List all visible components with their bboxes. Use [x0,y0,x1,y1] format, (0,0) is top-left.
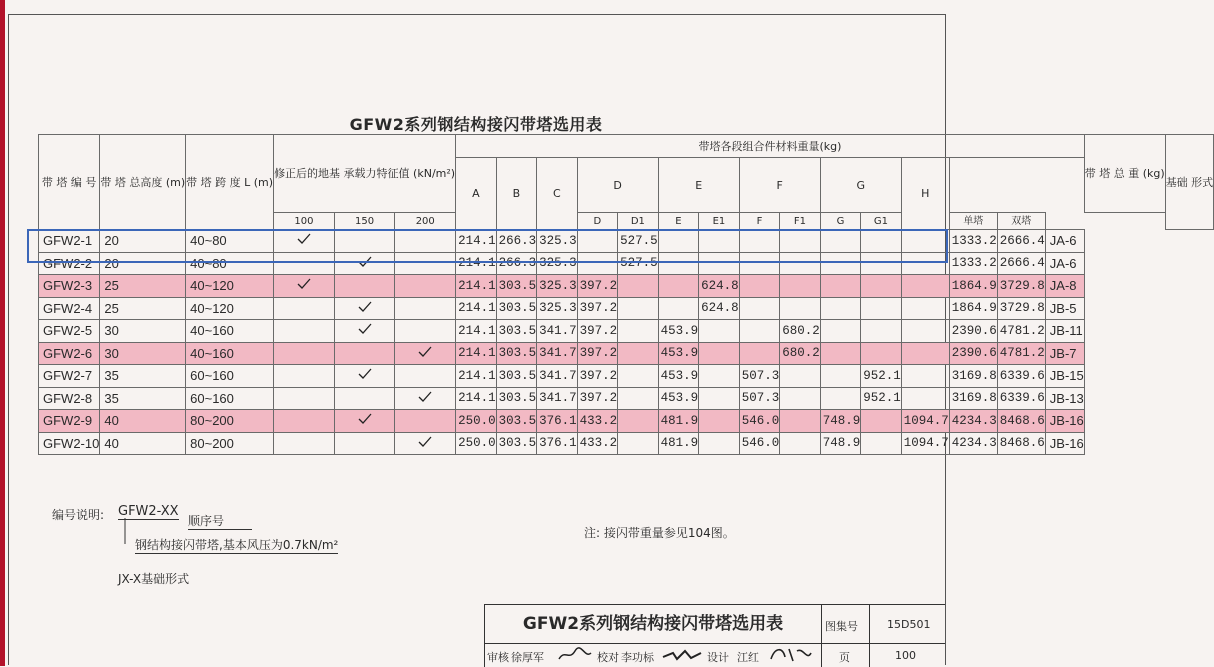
legend-seq: 顺序号 [188,512,252,530]
cell-e1: 624.8 [699,297,740,320]
cell-d: 397.2 [577,320,618,343]
legend-foundation: JX-X基础形式 [118,572,190,586]
cell-b: 303.5 [496,432,537,455]
cell-single: 1333.2 [949,230,997,253]
designer-name: 江红 [737,651,759,664]
left-binding-strip [0,0,5,666]
cell-h: 25 [100,297,186,320]
cell-a: 214.1 [456,365,497,388]
cell-a: 250.0 [456,410,497,433]
header-seg-a: A [456,158,497,230]
check-mark [334,320,395,343]
table-title: GFW2系列钢结构接闪带塔选用表 [349,115,603,134]
title-block-title: GFW2系列钢结构接闪带塔选用表 [522,614,784,634]
table-row [39,275,1214,298]
checker-name: 李功标 [621,651,654,664]
cell-h [901,342,949,365]
cell-h: 1094.7 [901,432,949,455]
cell-l: 40~80 [186,252,274,275]
cell-l: 40~80 [186,230,274,253]
cell-b: 266.3 [496,252,537,275]
cell-a: 214.1 [456,297,497,320]
cell-g [820,342,861,365]
cell-c200 [395,275,456,298]
header-sub-f: F [739,213,780,230]
cell-id: GFW2-3 [39,275,100,298]
cell-g [820,387,861,410]
header-sub-d1: D1 [618,213,659,230]
reviewer-name: 徐厚军 [511,651,544,664]
cell-double: 2666.4 [997,230,1045,253]
review-label: 审核 [487,651,509,664]
selection-table [38,134,1214,455]
cell-e1 [699,342,740,365]
cell-g [820,365,861,388]
cell-h [901,365,949,388]
check-mark [334,297,395,320]
table-row [39,320,1214,343]
cell-c: 325.3 [537,275,578,298]
cell-l: 60~160 [186,387,274,410]
cell-c: 341.7 [537,365,578,388]
cell-e1: 624.8 [699,275,740,298]
cell-c150 [334,432,395,455]
cell-c100 [274,297,335,320]
cell-h: 1094.7 [901,410,949,433]
checker-signature [661,645,705,665]
header-double: 双塔 [997,213,1045,230]
cell-c: 325.3 [537,252,578,275]
cell-h: 40 [100,410,186,433]
cell-single: 1864.9 [949,297,997,320]
cell-h: 30 [100,320,186,343]
header-sub-g: G [820,213,861,230]
cell-d: 397.2 [577,297,618,320]
header-sub-e: E [658,213,699,230]
cell-found: JA-6 [1045,252,1084,275]
cell-g1: 952.1 [861,365,902,388]
cell-l: 40~120 [186,297,274,320]
designer-signature [767,643,815,665]
cell-f: 507.3 [739,387,780,410]
cell-f1: 680.2 [780,320,821,343]
cell-e: 453.9 [658,387,699,410]
cell-e: 481.9 [658,432,699,455]
cell-g [820,275,861,298]
header-seg-h: H [901,158,949,230]
cell-d1 [618,365,659,388]
cell-c: 376.1 [537,432,578,455]
cell-e [658,297,699,320]
cell-f [739,320,780,343]
table-row [39,387,1214,410]
cell-g1 [861,320,902,343]
cell-d1 [618,387,659,410]
cell-found: JB-7 [1045,342,1084,365]
atlas-label: 图集号 [825,620,858,633]
check-mark [395,432,456,455]
cell-c: 341.7 [537,342,578,365]
cell-d1 [618,432,659,455]
cell-e: 453.9 [658,320,699,343]
legend-bracket [122,518,138,548]
header-sub-d: D [577,213,618,230]
cell-f1 [780,275,821,298]
cell-c100 [274,365,335,388]
cell-d1 [618,275,659,298]
cell-e: 481.9 [658,410,699,433]
cell-e1 [699,387,740,410]
cell-b: 303.5 [496,365,537,388]
cell-e1 [699,410,740,433]
check-mark [395,387,456,410]
cell-a: 214.1 [456,230,497,253]
cell-g1 [861,410,902,433]
cell-e [658,275,699,298]
cell-d: 397.2 [577,387,618,410]
cell-found: JB-15 [1045,365,1084,388]
cell-id: GFW2-6 [39,342,100,365]
cell-double: 2666.4 [997,252,1045,275]
cell-h: 35 [100,387,186,410]
header-bearing: 修正后的地基 承载力特征值 (kN/m²) [274,135,456,213]
cell-single: 1333.2 [949,252,997,275]
cell-c200 [395,297,456,320]
cell-double: 3729.8 [997,275,1045,298]
cell-f: 546.0 [739,410,780,433]
header-seg-d: D [577,158,658,213]
cell-d: 397.2 [577,342,618,365]
cell-e1 [699,432,740,455]
check-mark [334,365,395,388]
cell-c150 [334,342,395,365]
design-label: 设计 [707,651,729,664]
cell-f1: 680.2 [780,342,821,365]
cell-f [739,275,780,298]
legend-label: 编号说明: [52,508,105,522]
cell-single: 3169.8 [949,387,997,410]
table-row [39,410,1214,433]
cell-l: 40~160 [186,342,274,365]
cell-g: 748.9 [820,432,861,455]
header-sub-f1: F1 [780,213,821,230]
cell-a: 214.1 [456,387,497,410]
cell-d: 397.2 [577,365,618,388]
table-row [39,432,1214,455]
cell-id: GFW2-10 [39,432,100,455]
cell-c: 325.3 [537,297,578,320]
cell-g [820,297,861,320]
cell-h [901,320,949,343]
cell-a: 214.1 [456,275,497,298]
cell-found: JB-16 [1045,432,1084,455]
cell-single: 2390.6 [949,320,997,343]
header-bearing-150: 150 [334,213,395,230]
check-mark [334,410,395,433]
header-foundation: 基础 形式 [1165,135,1214,230]
cell-found: JA-8 [1045,275,1084,298]
cell-single: 3169.8 [949,365,997,388]
cell-a: 214.1 [456,320,497,343]
cell-g1 [861,432,902,455]
header-code: 带 塔 编 号 [39,135,100,230]
cell-h [901,387,949,410]
cell-c: 325.3 [537,230,578,253]
cell-l: 60~160 [186,365,274,388]
cell-id: GFW2-7 [39,365,100,388]
cell-c100 [274,320,335,343]
cell-h: 40 [100,432,186,455]
cell-h: 20 [100,252,186,275]
header-seg-c: C [537,158,578,230]
header-seg-b: B [496,158,537,230]
cell-c: 341.7 [537,320,578,343]
cell-e: 453.9 [658,342,699,365]
cell-e1 [699,320,740,343]
selection-highlight-box [27,229,948,263]
cell-h: 30 [100,342,186,365]
cell-double: 6339.6 [997,387,1045,410]
header-height: 带 塔 总高度 (m) [100,135,186,230]
header-bearing-200: 200 [395,213,456,230]
header-materials: 带塔各段组合件材料重量(kg) [456,135,1085,158]
cell-c: 376.1 [537,410,578,433]
cell-d1 [618,320,659,343]
cell-b: 266.3 [496,230,537,253]
cell-single: 2390.6 [949,342,997,365]
header-total-weight: 带 塔 总 重 (kg) [1084,135,1165,213]
cell-l: 40~120 [186,275,274,298]
cell-l: 40~160 [186,320,274,343]
header-bearing-100: 100 [274,213,335,230]
cell-e: 453.9 [658,365,699,388]
cell-a: 214.1 [456,342,497,365]
cell-l: 80~200 [186,410,274,433]
cell-c200 [395,410,456,433]
cell-found: JB-11 [1045,320,1084,343]
check-mark [274,275,335,298]
cell-c100 [274,342,335,365]
legend-desc: 钢结构接闪带塔,基本风压为0.7kN/m² [135,538,339,552]
legend-code: GFW2-XX [118,504,179,519]
cell-c200 [395,365,456,388]
cell-h: 35 [100,365,186,388]
cell-double: 3729.8 [997,297,1045,320]
cell-l: 80~200 [186,432,274,455]
table-row [39,365,1214,388]
cell-d1 [618,410,659,433]
cell-c200 [395,320,456,343]
cell-c: 341.7 [537,387,578,410]
cell-id: GFW2-8 [39,387,100,410]
cell-f1 [780,297,821,320]
cell-f1 [780,410,821,433]
cell-b: 303.5 [496,342,537,365]
cell-found: JB-5 [1045,297,1084,320]
cell-f: 507.3 [739,365,780,388]
cell-double: 4781.2 [997,342,1045,365]
atlas-number: 15D501 [887,618,931,631]
cell-double: 4781.2 [997,320,1045,343]
cell-f: 546.0 [739,432,780,455]
cell-d1 [618,297,659,320]
cell-a: 214.1 [456,252,497,275]
cell-b: 303.5 [496,297,537,320]
header-sub-e1: E1 [699,213,740,230]
cell-id: GFW2-4 [39,297,100,320]
cell-d: 433.2 [577,410,618,433]
cell-d1: 527.5 [618,230,659,253]
cell-found: JB-16 [1045,410,1084,433]
cell-g1 [861,342,902,365]
cell-a: 250.0 [456,432,497,455]
cell-f1 [780,365,821,388]
cell-id: GFW2-5 [39,320,100,343]
cell-single: 4234.3 [949,410,997,433]
header-sub-g1: G1 [861,213,902,230]
cell-f1 [780,387,821,410]
cell-found: JA-6 [1045,230,1084,253]
cell-d: 433.2 [577,432,618,455]
cell-f1 [780,432,821,455]
note-text: 注: 接闪带重量参见104图。 [584,526,735,540]
table-row [39,342,1214,365]
cell-double: 6339.6 [997,365,1045,388]
header-seg-f: F [739,158,820,213]
cell-b: 303.5 [496,275,537,298]
check-mark [395,342,456,365]
cell-b: 303.5 [496,387,537,410]
title-block [484,604,945,667]
cell-d1 [618,342,659,365]
cell-c100 [274,432,335,455]
cell-g1 [861,297,902,320]
cell-single: 1864.9 [949,275,997,298]
reviewer-signature [555,645,595,665]
cell-double: 8468.6 [997,432,1045,455]
cell-g1 [861,275,902,298]
cell-h: 25 [100,275,186,298]
cell-g: 748.9 [820,410,861,433]
check-label: 校对 [597,651,619,664]
cell-f [739,297,780,320]
cell-c150 [334,387,395,410]
cell-h [901,297,949,320]
page-number: 100 [895,649,916,662]
cell-single: 4234.3 [949,432,997,455]
header-seg-e: E [658,158,739,213]
cell-g [820,320,861,343]
header-seg-g: G [820,158,901,213]
cell-g1: 952.1 [861,387,902,410]
page-label: 页 [839,651,850,664]
cell-h [901,275,949,298]
cell-b: 303.5 [496,320,537,343]
cell-d: 397.2 [577,275,618,298]
cell-e1 [699,365,740,388]
cell-h: 20 [100,230,186,253]
cell-c100 [274,410,335,433]
cell-d1: 527.5 [618,252,659,275]
header-single: 单塔 [949,213,997,230]
cell-b: 303.5 [496,410,537,433]
cell-id: GFW2-9 [39,410,100,433]
cell-double: 8468.6 [997,410,1045,433]
cell-c150 [334,275,395,298]
cell-c100 [274,387,335,410]
cell-id: GFW2-2 [39,252,100,275]
cell-found: JB-13 [1045,387,1084,410]
header-span: 带 塔 跨 度 L (m) [186,135,274,230]
table-row [39,297,1214,320]
cell-f [739,342,780,365]
cell-id: GFW2-1 [39,230,100,253]
